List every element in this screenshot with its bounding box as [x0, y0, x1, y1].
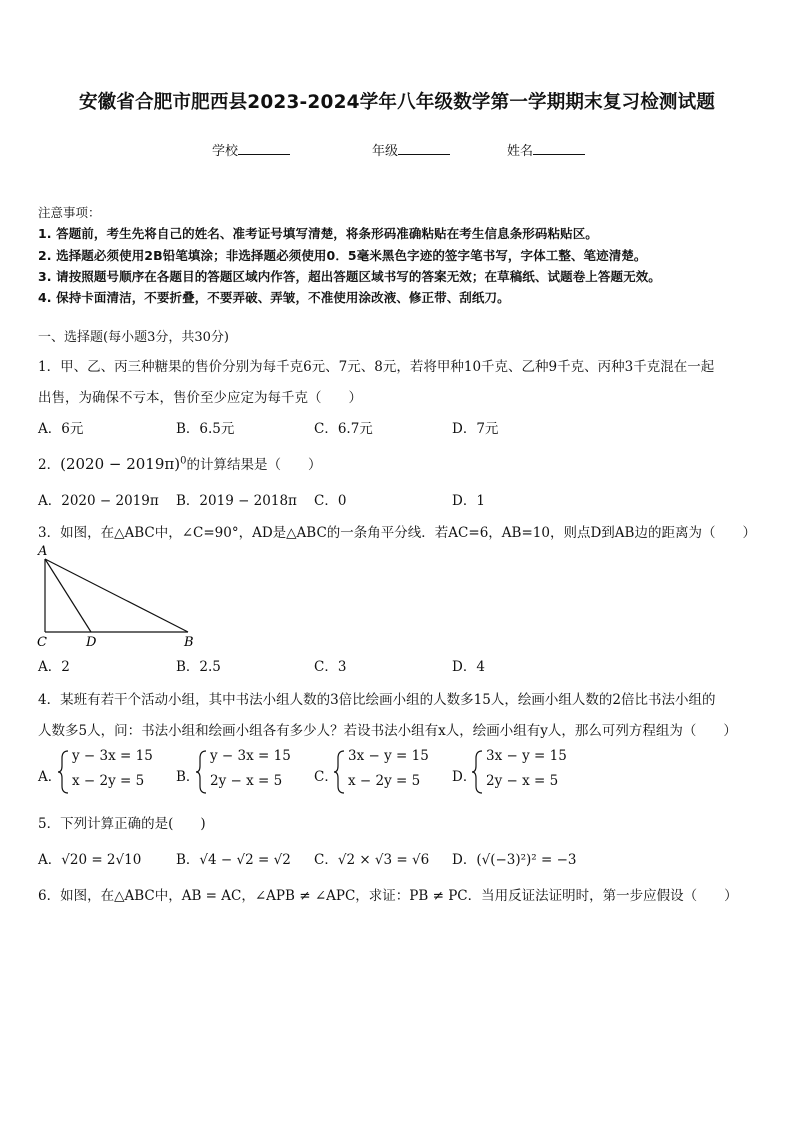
- q5-option-d[interactable]: [452, 848, 577, 868]
- q4-option-d-label[interactable]: D．: [452, 769, 477, 785]
- school-blank[interactable]: [238, 142, 290, 155]
- name-blank[interactable]: [533, 142, 585, 155]
- bisector-ad: [45, 559, 91, 632]
- note-item: 1. 答题前，考生先将自己的姓名、准考证号填写清楚，将条形码准确粘贴在考生信息条形码粘贴区。: [38, 226, 598, 241]
- q3-stem: 3．如图，在△ABC中，∠C=90°，AD是△ABC的一条角平分线．若AC=6，AB=10，则点D到AB边的距离为（ ）: [38, 525, 756, 541]
- q4-b-eq2: 2y − x = 5: [210, 773, 283, 789]
- grade-label: 年级: [372, 144, 399, 159]
- section-heading: 一、选择题(每小题3分，共30分): [38, 330, 229, 345]
- q2-expression: (2020 − 2019π): [60, 455, 181, 473]
- brace-icon: [196, 750, 208, 794]
- label-b: B: [184, 635, 194, 650]
- q2-option-c[interactable]: C．0: [314, 493, 347, 509]
- brace-icon: [334, 750, 346, 794]
- q1-option-d[interactable]: D．7元: [452, 421, 499, 437]
- q4-line2: 人数多5人，问：书法小组和绘画小组各有多少人？若设书法小组有x人，绘画小组有y人，那么可列方程组为（ ）: [38, 723, 737, 739]
- notes-heading: 注意事项：: [38, 205, 101, 220]
- brace-icon: [472, 750, 484, 794]
- q5-b-expr: √4 − √2 = √2: [199, 852, 291, 868]
- q4-option-b-label[interactable]: B．: [176, 769, 200, 785]
- q5-d-expr: (√(−3)²)² = −3: [476, 852, 577, 868]
- q5-a-label: A．: [38, 852, 62, 868]
- q3-option-b[interactable]: B．2.5: [176, 659, 221, 675]
- q1-option-b[interactable]: B．6.5元: [176, 421, 235, 437]
- q2-exponent: 0: [180, 455, 187, 467]
- name-field[interactable]: [507, 140, 585, 159]
- q1-line2: 出售，为确保不亏本，售价至少应定为每千克（ ）: [38, 390, 362, 406]
- q4-b-eq1: y − 3x = 15: [210, 748, 291, 764]
- q5-stem: 5．下列计算正确的是( ): [38, 816, 206, 832]
- q3-option-a[interactable]: A．2: [38, 659, 70, 675]
- q3-option-d[interactable]: D．4: [452, 659, 485, 675]
- label-a: A: [38, 544, 48, 559]
- q2-option-b[interactable]: B．2019 − 2018π: [176, 493, 297, 509]
- grade-field[interactable]: [372, 140, 450, 159]
- brace-icon: [58, 750, 70, 794]
- q1-line1: 1．甲、乙、丙三种糖果的售价分别为每千克6元、7元、8元，若将甲种10千克、乙种9千克、丙种3千克混在一起: [38, 359, 715, 375]
- q4-option-c-label[interactable]: C．: [314, 769, 338, 785]
- q2-stem: [38, 453, 321, 473]
- q4-line1: 4．某班有若干个活动小组，其中书法小组人数的3倍比绘画小组的人数多15人，绘画小组人数的2倍比书法小组的: [38, 692, 716, 708]
- q2-suffix: 的计算结果是（ ）: [186, 457, 322, 473]
- note-item: 2. 选择题必须使用2B铅笔填涂；非选择题必须使用0．5毫米黑色字迹的签字笔书写，字体工整、笔迹清楚。: [38, 248, 647, 263]
- q3-option-c[interactable]: C．3: [314, 659, 347, 675]
- q5-c-label: C．: [314, 852, 338, 868]
- note-item: 3. 请按照题号顺序在各题目的答题区域内作答，超出答题区域书写的答案无效；在草稿纸、试题卷上答题无效。: [38, 269, 661, 284]
- q4-option-a-label[interactable]: A．: [38, 769, 62, 785]
- q4-c-eq1: 3x − y = 15: [348, 748, 429, 764]
- q5-d-label: D．: [452, 852, 477, 868]
- q4-a-eq1: y − 3x = 15: [72, 748, 153, 764]
- q2-option-a[interactable]: A．2020 − 2019π: [38, 493, 159, 509]
- q2-number: 2．: [38, 457, 61, 473]
- note-item: 4. 保持卡面清洁，不要折叠，不要弄破、弄皱，不准使用涂改液、修正带、刮纸刀。: [38, 290, 510, 305]
- q6-stem: 6．如图，在△ABC中，AB = AC，∠APB ≠ ∠APC，求证：PB ≠ PC．当用反证法证明时，第一步应假设（ ）: [38, 888, 738, 904]
- q5-b-label: B．: [176, 852, 200, 868]
- side-ab: [45, 559, 188, 632]
- q5-option-c[interactable]: [314, 848, 429, 868]
- page-title: 安徽省合肥市肥西县2023-2024学年八年级数学第一学期期末复习检测试题: [78, 92, 716, 113]
- q1-option-a[interactable]: A．6元: [38, 421, 84, 437]
- name-label: 姓名: [507, 144, 534, 159]
- grade-blank[interactable]: [398, 142, 450, 155]
- q5-a-expr: √20 = 2√10: [61, 852, 142, 868]
- q4-d-eq2: 2y − x = 5: [486, 773, 559, 789]
- q5-c-expr: √2 × √3 = √6: [337, 852, 430, 868]
- q2-option-d[interactable]: D．1: [452, 493, 485, 509]
- q4-a-eq2: x − 2y = 5: [72, 773, 145, 789]
- q1-option-c[interactable]: C．6.7元: [314, 421, 373, 437]
- label-c: C: [37, 635, 47, 650]
- q5-option-a[interactable]: [38, 848, 141, 868]
- q4-d-eq1: 3x − y = 15: [486, 748, 567, 764]
- label-d: D: [86, 635, 97, 650]
- school-field[interactable]: [212, 140, 290, 159]
- q5-option-b[interactable]: [176, 848, 291, 868]
- q4-c-eq2: x − 2y = 5: [348, 773, 421, 789]
- school-label: 学校: [212, 144, 239, 159]
- q3-triangle-figure: [34, 542, 204, 650]
